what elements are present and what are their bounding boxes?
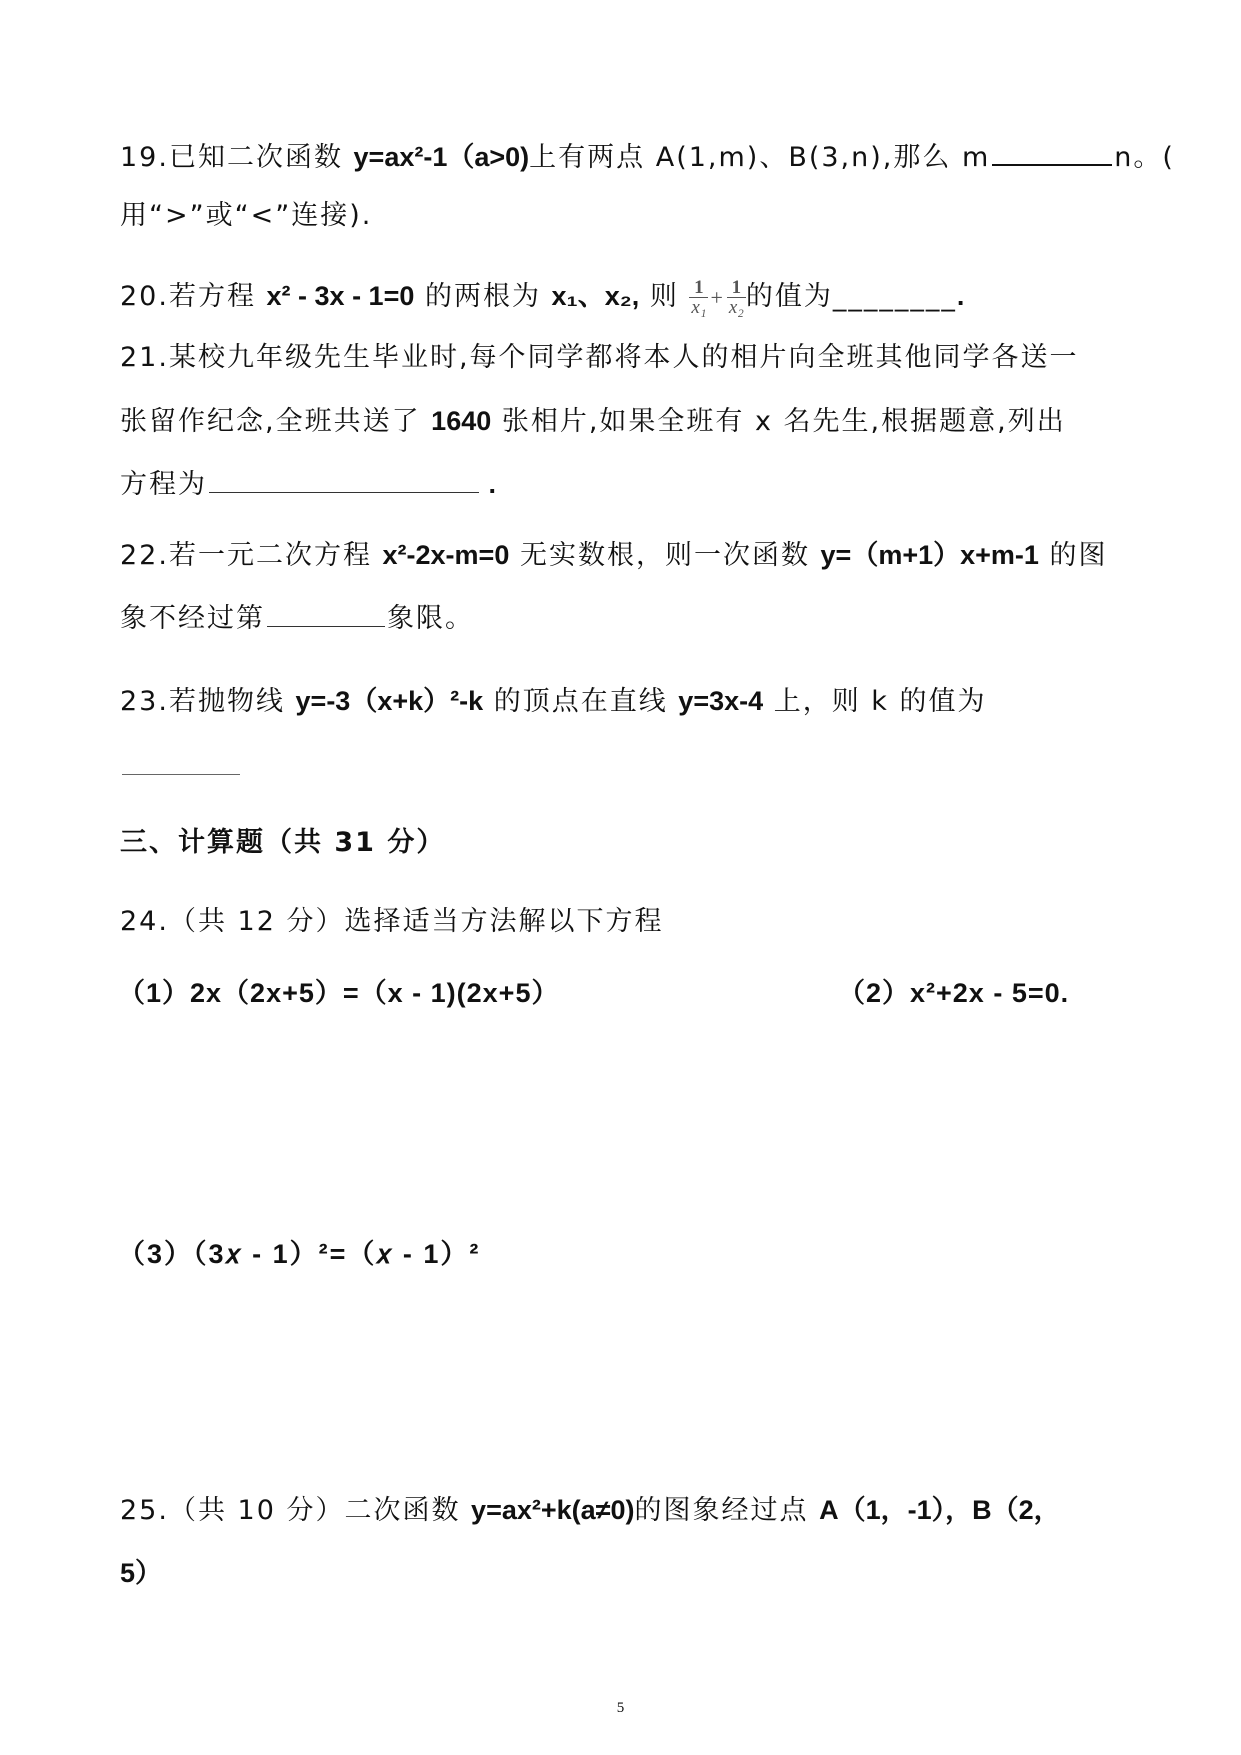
- q20-text-c: 则: [639, 281, 690, 312]
- q24-part-2: [838, 975, 1138, 1011]
- q23-text-c: 上，则 k 的值为: [763, 686, 987, 717]
- q21-count: 1640: [431, 406, 492, 436]
- q24-intro-line: [120, 904, 1130, 940]
- q25-text-line2: 5）: [120, 1558, 163, 1588]
- q24-part-1-equation: （1）2x（2x+5）=（x - 1)(2x+5）: [118, 978, 560, 1008]
- q21-line-2: [120, 403, 1130, 440]
- q24-intro: 24.（共 12 分）选择适当方法解以下方程: [120, 906, 664, 937]
- q23-equation-2: y=3x-4: [678, 686, 764, 716]
- q20-period: .: [956, 281, 965, 311]
- q22-answer-blank[interactable]: [267, 600, 385, 627]
- q25-line-1: [120, 1492, 1130, 1529]
- q21-answer-blank[interactable]: [209, 466, 479, 493]
- q20-text-a: 20.若方程: [120, 281, 267, 312]
- q20-fraction-2: [727, 278, 746, 317]
- q20-fraction-2-denominator: x₂: [728, 297, 744, 318]
- q19-text-line2: 用“>”或“<”连接).: [120, 200, 373, 231]
- q20-fraction-2-numerator: 1: [727, 278, 746, 298]
- q22-text-line2-a: 象不经过第: [120, 603, 265, 634]
- q19-answer-blank[interactable]: [992, 138, 1112, 166]
- q19-text-a: 19.已知二次函数: [120, 142, 354, 173]
- q23-line-1: [120, 683, 1130, 720]
- q19-equation: y=ax²-1（a>0): [353, 142, 530, 172]
- q20-fraction-1-denominator: x₁: [691, 297, 707, 318]
- q19-text-c: n。(: [1114, 142, 1175, 173]
- q20-text-d: 的值为: [745, 281, 833, 312]
- q23-equation-1: y=-3（x+k）²-k: [295, 686, 484, 716]
- q22-text-a: 22.若一元二次方程: [120, 540, 383, 571]
- q22-line-1: [120, 537, 1130, 574]
- q20-equation: x² - 3x - 1=0: [266, 281, 415, 311]
- q25-line-2: [120, 1555, 1130, 1591]
- q21-text-line1: 21.某校九年级先生毕业时,每个同学都将本人的相片向全班其他同学各送一: [120, 342, 1079, 373]
- q21-text-line2-a: 张留作纪念,全班共送了: [120, 406, 432, 437]
- q23-text-b: 的顶点在直线: [483, 686, 679, 717]
- q21-text-line3-b: .: [481, 469, 497, 499]
- q25-points: A（1，-1），B（2，: [819, 1495, 1061, 1525]
- section-3-heading: [120, 825, 1130, 861]
- q20-fraction-1: [689, 278, 708, 317]
- q20-text-b: 的两根为: [414, 281, 552, 312]
- q21-line-1: [120, 340, 1130, 376]
- q21-text-line3-a: 方程为: [120, 469, 207, 500]
- q22-equation-2: y=（m+1）x+m-1: [820, 540, 1039, 570]
- q19-line-2: [120, 198, 1130, 234]
- page-number: 5: [616, 1700, 625, 1716]
- q25-text-b: 的图象经过点: [634, 1495, 820, 1526]
- q20-plus-sign: +: [710, 284, 725, 310]
- section-3-title: 三、计算题（共 31 分）: [120, 827, 446, 858]
- q20-answer-blank[interactable]: ________: [832, 281, 957, 312]
- q22-line-2: [120, 600, 1130, 637]
- q24-part-2-equation: （2）x²+2x - 5=0.: [838, 978, 1070, 1008]
- q20-line: [120, 278, 1130, 317]
- q23-answer-blank[interactable]: [122, 748, 240, 775]
- q25-text-a: 25.（共 10 分）二次函数: [120, 1495, 472, 1526]
- q22-equation-1: x²-2x-m=0: [382, 540, 510, 570]
- q24-part-3: [118, 1236, 1128, 1272]
- q19-text-b: 上有两点 A(1,m)、B(3,n),那么 m: [529, 142, 991, 173]
- q20-fraction-1-numerator: 1: [689, 278, 708, 298]
- q19-line-1: [120, 138, 1175, 176]
- q23-text-a: 23.若抛物线: [120, 686, 296, 717]
- q21-line-3: [120, 466, 1130, 503]
- q22-text-c: 的图: [1038, 540, 1108, 571]
- q20-roots: x₁、x₂,: [551, 281, 640, 311]
- q22-text-b: 无实数根，则一次函数: [509, 540, 821, 571]
- q23-line-2: [120, 748, 1130, 785]
- q22-text-line2-b: 象限。: [387, 603, 474, 634]
- q24-part-3-equation: （3）（3𝑥 - 1）²=（𝑥 - 1）²: [118, 1239, 481, 1269]
- q21-text-line2-b: 张相片,如果全班有 x 名先生,根据题意,列出: [491, 406, 1066, 437]
- q25-equation: y=ax²+k(a≠0): [471, 1495, 635, 1525]
